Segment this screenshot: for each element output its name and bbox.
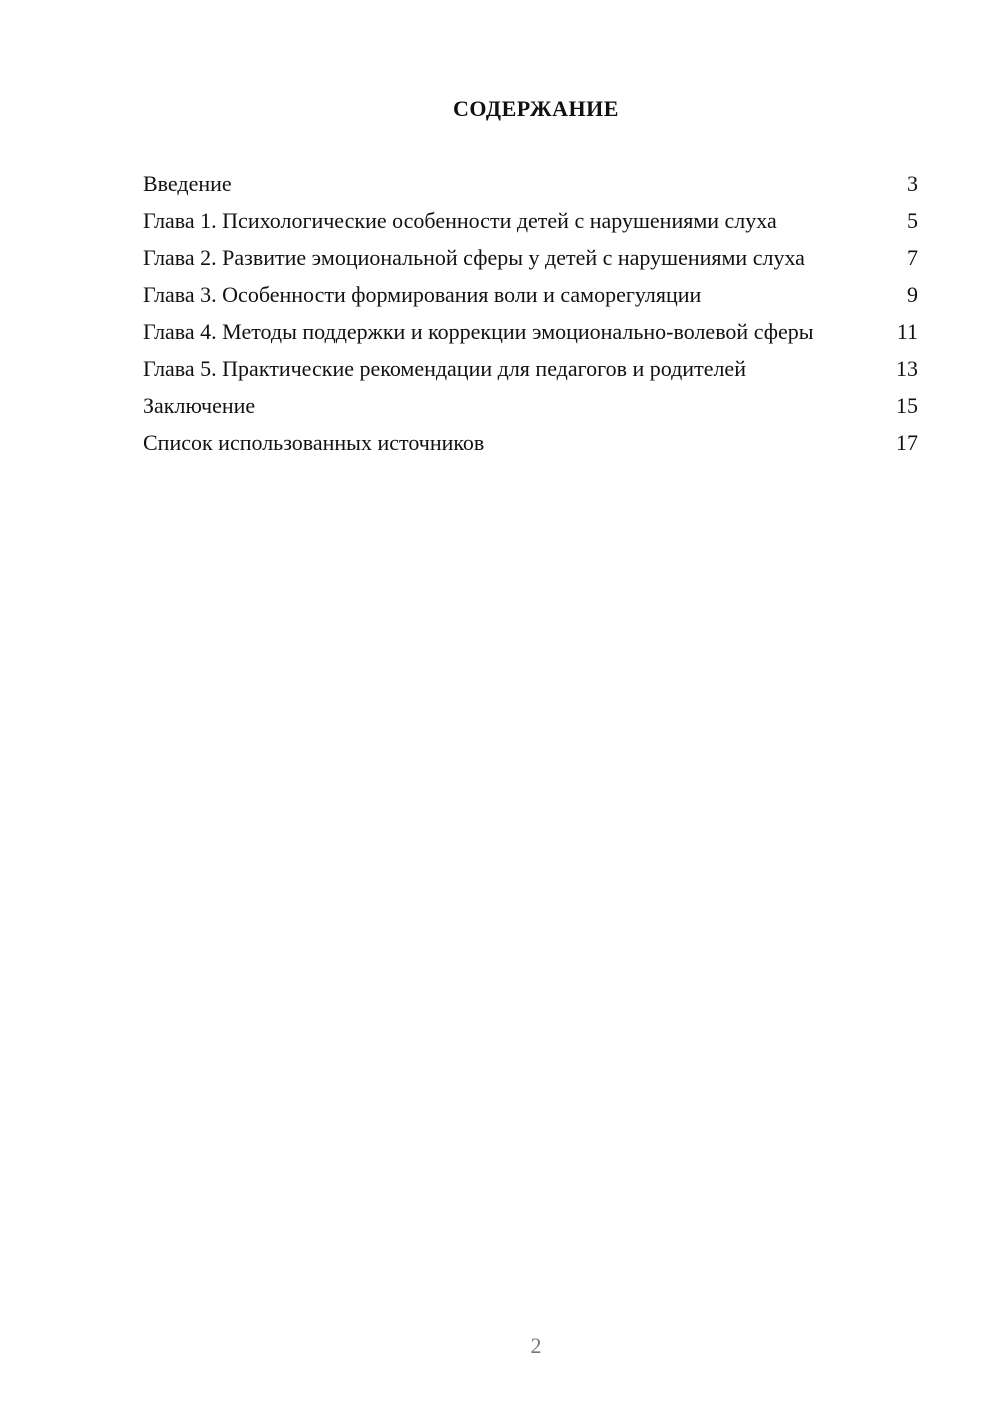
page-title: СОДЕРЖАНИЕ xyxy=(453,96,619,121)
toc-item-page: 15 xyxy=(896,393,918,418)
toc-item-title: Глава 1. Психологические особенности детей с нарушениями слуха xyxy=(143,208,777,233)
toc-item-title: Глава 4. Методы поддержки и коррекции эмоционально-волевой сферы xyxy=(143,319,814,344)
toc-item-title: Глава 2. Развитие эмоциональной сферы у детей с нарушениями слуха xyxy=(143,245,805,270)
toc-item-page: 9 xyxy=(907,282,918,307)
toc-item-page: 13 xyxy=(896,356,918,381)
table-of-contents xyxy=(143,170,918,466)
toc-item-title: Список использованных источников xyxy=(143,430,485,455)
toc-item-page: 7 xyxy=(907,245,918,270)
toc-row[interactable] xyxy=(143,429,918,456)
toc-row[interactable] xyxy=(143,281,918,308)
toc-row[interactable] xyxy=(143,318,918,345)
toc-item-title: Заключение xyxy=(143,393,256,418)
toc-item-page: 5 xyxy=(907,208,918,233)
toc-row[interactable] xyxy=(143,392,918,419)
toc-item-title: Глава 3. Особенности формирования воли и саморегуляции xyxy=(143,282,702,307)
toc-item-page: 11 xyxy=(896,319,918,344)
toc-item-title: Глава 5. Практические рекомендации для педагогов и родителей xyxy=(143,356,746,381)
toc-item-page: 3 xyxy=(907,171,918,196)
toc-row[interactable] xyxy=(143,355,918,382)
toc-item-title: Введение xyxy=(143,171,232,196)
toc-item-page: 17 xyxy=(896,430,918,455)
toc-row[interactable] xyxy=(143,244,918,271)
page-number: 2 xyxy=(530,1333,542,1358)
toc-row[interactable] xyxy=(143,170,918,197)
toc-row[interactable] xyxy=(143,207,918,234)
